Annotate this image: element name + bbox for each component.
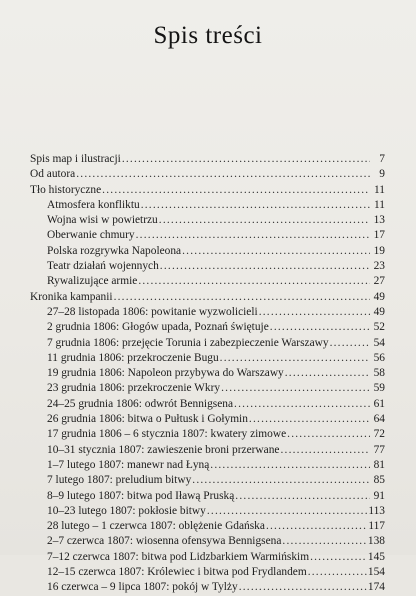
toc-entry [30,458,385,473]
toc-entry-page-number: 56 [373,351,385,364]
toc-entry-page-number: 91 [373,489,385,502]
toc-entry [30,213,385,228]
toc-entry [30,397,385,412]
toc-entry-page-number: 59 [373,382,385,395]
toc-entry [30,305,385,320]
toc-dot-leader [141,198,370,213]
toc-entry-label: 10–31 stycznia 1807: zawieszenie broni przerwane [47,443,280,456]
toc-dot-leader [310,550,367,565]
toc-entry [30,580,385,595]
toc-entry-label: 12–15 czerwca 1807: Królewiec i bitwa pod Frydlandem [47,566,307,579]
toc-entry-page-number: 85 [373,474,385,487]
toc-dot-leader [239,580,367,595]
toc-entry-page-number: 23 [373,260,385,273]
toc-entry-label: Oberwanie chmury [47,229,135,242]
toc-entry-label: 10–23 lutego 1807: pokłosie bitwy [47,504,206,517]
toc-entry-label: 8–9 lutego 1807: bitwa pod Iławą Pruską [47,489,235,502]
toc-entry-page-number: 54 [373,336,385,349]
toc-entry-page-number: 52 [373,321,385,334]
toc-dot-leader [266,519,367,534]
toc-dot-leader [308,565,367,580]
toc-entry [30,259,385,274]
toc-entry [30,290,385,305]
page-title: Spis treści [153,22,263,49]
toc-dot-leader [114,290,370,305]
toc-dot-leader [159,213,370,228]
toc-dot-leader [249,412,370,427]
toc-entry-page-number: 61 [373,397,385,410]
toc-entry-label: 2 grudnia 1806: Głogów upada, Poznań świętuje [47,321,269,334]
toc-entry-label: Polska rozgrywka Napoleona [47,244,182,257]
toc-entry [30,198,385,213]
toc-entry-label: Rywalizujące armie [47,275,138,288]
toc-entry-label: 26 grudnia 1806: bitwa o Pułtusk i Gołymin [47,413,248,426]
toc-entry-page-number: 145 [367,550,385,563]
toc-entry-label: 2–7 czerwca 1807: wiosenna ofensywa Bennigsena [47,535,282,548]
toc-entry [30,443,385,458]
toc-dot-leader [102,183,370,198]
toc-entry [30,565,385,580]
toc-entry-page-number: 17 [373,229,385,242]
toc-entry-label: 11 grudnia 1806: przekroczenie Bugu [47,351,219,364]
toc-dot-leader [138,274,370,289]
toc-entry [30,473,385,488]
toc-dot-leader [259,305,370,320]
toc-entry [30,320,385,335]
toc-entry-page-number: 7 [379,153,385,165]
toc-entry [30,244,385,259]
toc-dot-leader [235,489,370,504]
toc-entry-label: Wojna wisi w powietrzu [47,214,158,227]
toc-entry-label: 24–25 grudnia 1806: odwrót Bennigsena [47,397,234,410]
toc-entry-page-number: 13 [373,214,385,227]
toc-entry-label: 16 czerwca – 9 lipca 1807: pokój w Tylży [47,581,238,594]
toc-entry-page-number: 11 [374,183,385,196]
toc-entry-page-number: 72 [373,428,385,441]
toc-entry-page-number: 117 [368,520,385,533]
table-of-contents [30,152,385,596]
toc-entry-page-number: 77 [373,443,385,456]
toc-dot-leader [220,351,370,366]
toc-entry-label: Tło historyczne [30,183,102,196]
toc-dot-leader [210,458,370,473]
toc-entry-label: 7 lutego 1807: preludium bitwy [47,474,192,487]
toc-entry-page-number: 64 [373,413,385,426]
toc-dot-leader [122,152,370,167]
toc-entry [30,228,385,243]
toc-dot-leader [76,167,370,182]
toc-dot-leader [287,427,370,442]
toc-entry-page-number: 27 [373,275,385,288]
toc-entry-label: 7–12 czerwca 1807: bitwa pod Lidzbarkiem Warmińskim [47,550,310,563]
toc-entry-label: Od autora [30,168,76,181]
toc-entry-label: 1–7 lutego 1807: manewr nad Łyną [47,458,210,471]
toc-dot-leader [182,244,370,259]
toc-entry [30,351,385,366]
toc-entry-page-number: 154 [367,566,385,579]
toc-entry [30,366,385,381]
toc-dot-leader [270,320,370,335]
toc-entry-label: 7 grudnia 1806: przejęcie Torunia i zabezpieczenie Warszawy [47,336,329,349]
toc-entry [30,412,385,427]
toc-entry-page-number: 11 [374,198,385,211]
toc-entry-label: Atmosfera konfliktu [47,198,140,211]
toc-entry-page-number: 19 [373,244,385,257]
toc-entry-label: 19 grudnia 1806: Napoleon przybywa do Warszawy [47,367,284,380]
toc-entry [30,381,385,396]
toc-entry [30,519,385,534]
toc-dot-leader [280,443,370,458]
toc-entry [30,183,385,198]
toc-dot-leader [192,473,370,488]
toc-dot-leader [234,397,370,412]
toc-entry-label: 17 grudnia 1806 – 6 stycznia 1807: kwatery zimowe [47,428,287,441]
toc-entry-label: Spis map i ilustracji [30,153,121,165]
toc-entry-page-number: 9 [379,168,385,181]
toc-entry [30,274,385,289]
toc-entry-label: 28 lutego – 1 czerwca 1807: oblężenie Gdańska [47,520,265,533]
toc-entry-label: 27–28 listopada 1806: powitanie wyzwolicieli [47,305,258,318]
toc-entry-page-number: 49 [373,305,385,318]
toc-entry-label: Kronika kampanii [30,290,113,303]
toc-entry-page-number: 138 [367,535,385,548]
toc-entry [30,534,385,549]
toc-entry [30,427,385,442]
toc-dot-leader [136,228,370,243]
toc-entry [30,550,385,565]
toc-entry-page-number: 49 [373,290,385,303]
toc-dot-leader [330,336,370,351]
toc-dot-leader [221,381,370,396]
toc-entry [30,336,385,351]
toc-entry-label: Teatr działań wojennych [47,260,159,273]
toc-entry-page-number: 113 [368,504,385,517]
toc-entry [30,489,385,504]
toc-entry-page-number: 174 [367,581,385,594]
toc-entry [30,167,385,182]
toc-entry-page-number: 81 [373,458,385,471]
toc-entry-label: 23 grudnia 1806: przekroczenie Wkry [47,382,221,395]
toc-entry [30,504,385,519]
toc-dot-leader [207,504,367,519]
toc-dot-leader [282,534,367,549]
toc-entry [30,152,385,167]
toc-dot-leader [285,366,370,381]
toc-dot-leader [160,259,370,274]
toc-entry-page-number: 58 [373,367,385,380]
